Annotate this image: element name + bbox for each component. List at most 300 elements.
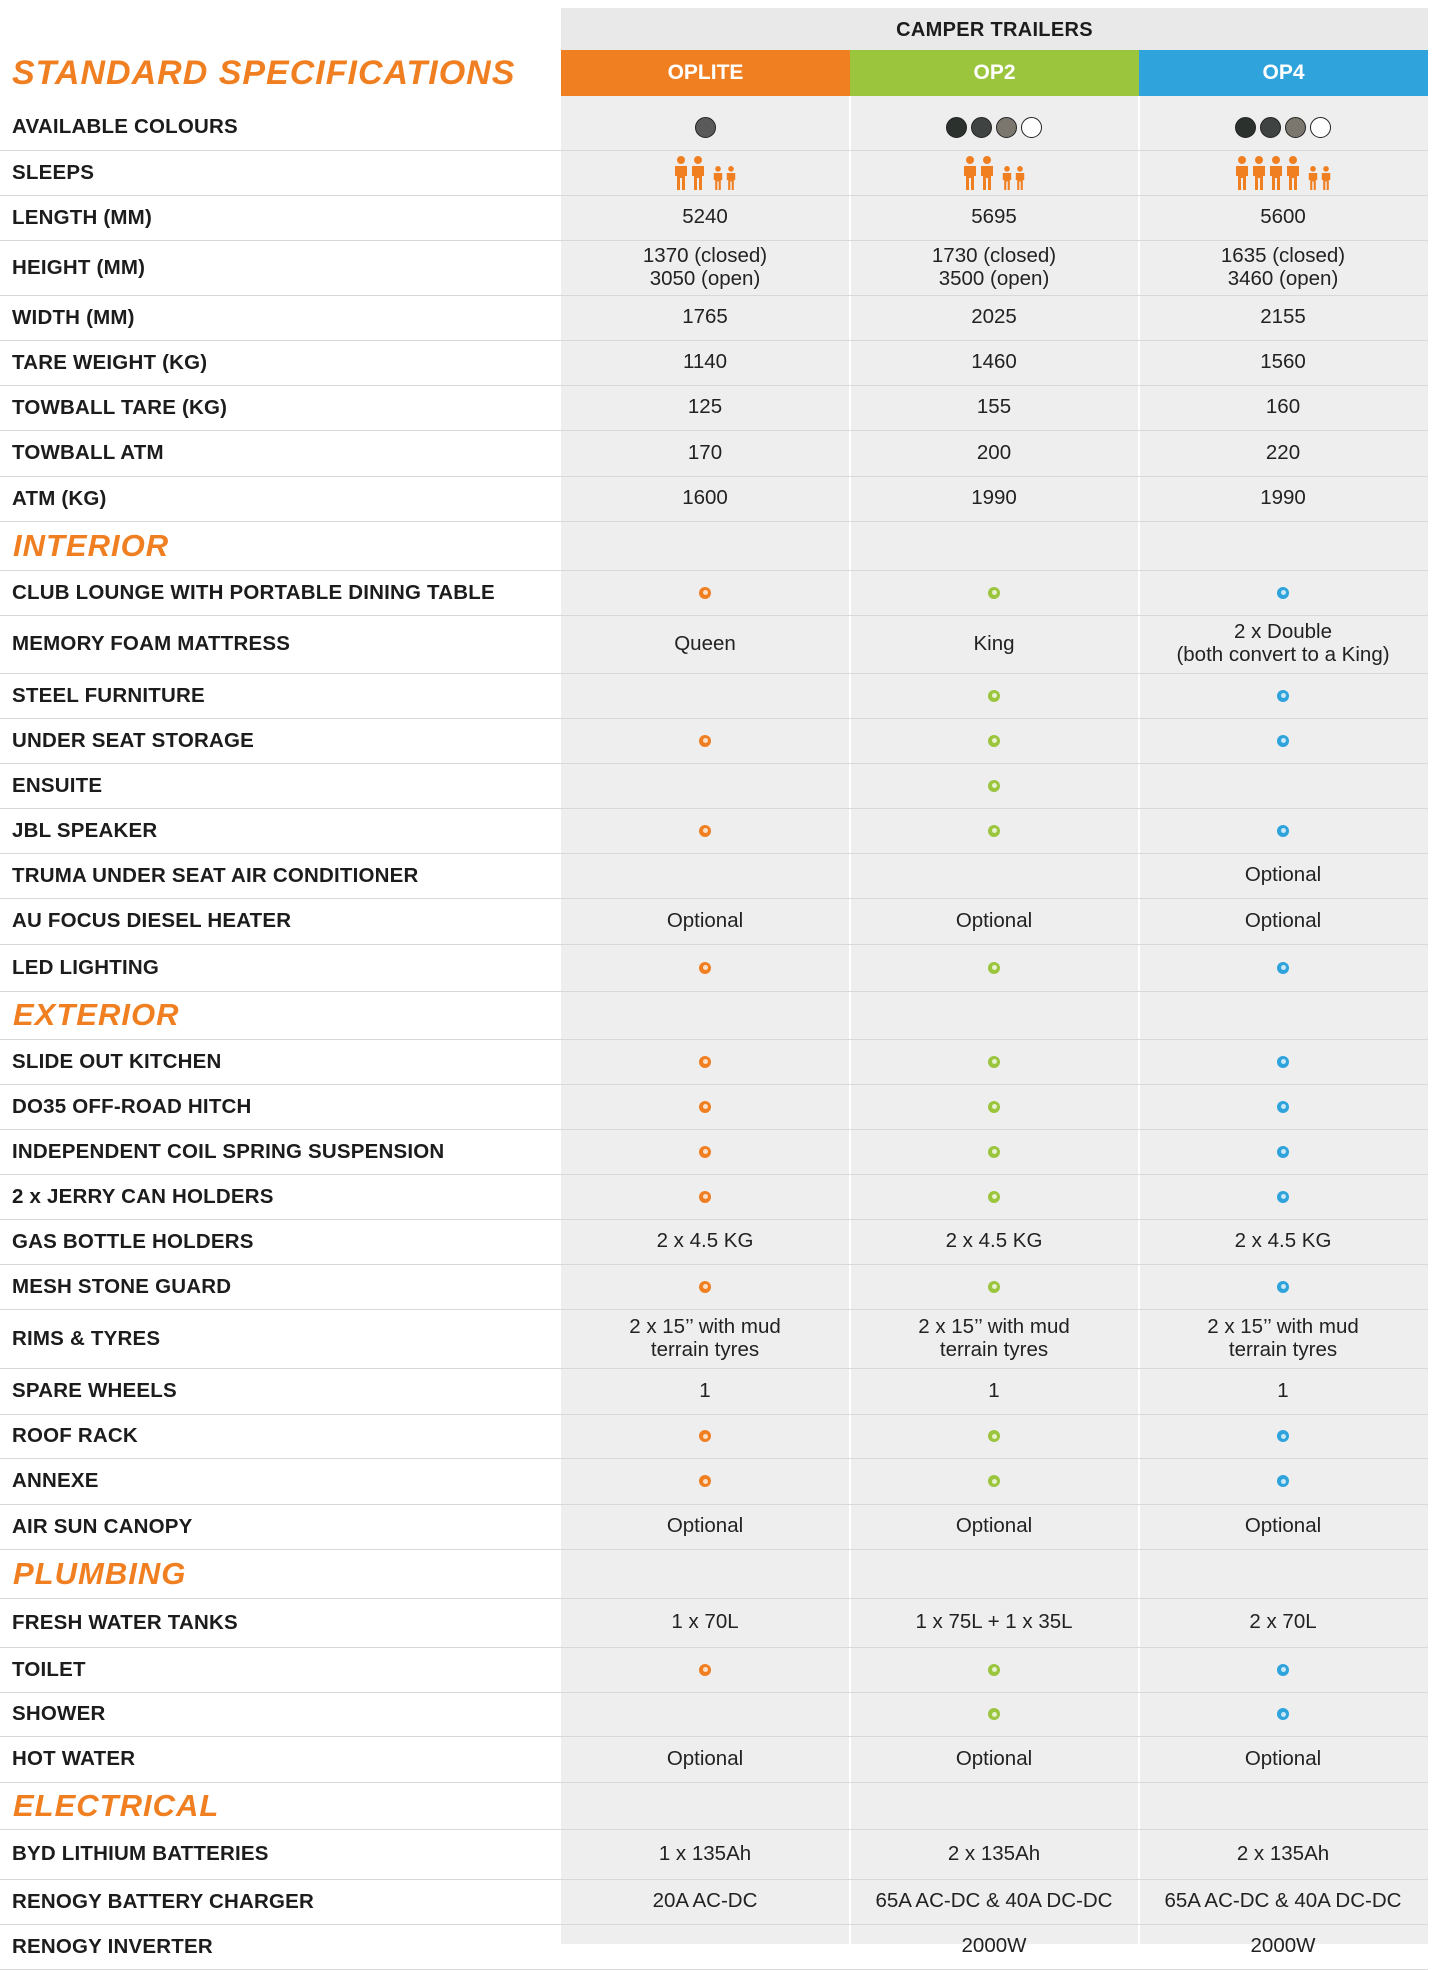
spec-label: SPARE WHEELS — [12, 1379, 177, 1402]
spec-cell-op4 — [1139, 1174, 1427, 1219]
spec-cell-oplite — [561, 1647, 849, 1692]
spec-row — [0, 476, 1428, 522]
spec-value: Optional — [1244, 1746, 1322, 1770]
included-dot-icon — [1277, 1056, 1289, 1068]
spec-value: King — [973, 631, 1015, 655]
spec-cell-op2 — [850, 1264, 1138, 1309]
spec-value: 2 x 15’’ with mud terrain tyres — [629, 1314, 781, 1361]
spec-cell-op4 — [1139, 808, 1427, 853]
colour-swatch — [1285, 117, 1306, 138]
spec-cell-op4 — [1139, 1368, 1427, 1414]
spec-cell-oplite — [561, 150, 849, 195]
spec-row — [0, 1829, 1428, 1880]
spec-value: 1990 — [1260, 486, 1306, 510]
colour-swatches — [1235, 117, 1331, 138]
included-dot-icon — [1277, 690, 1289, 702]
spec-cell-oplite — [561, 385, 849, 430]
spec-cell-oplite — [561, 808, 849, 853]
spec-value: 1635 (closed) 3460 (open) — [1220, 243, 1346, 290]
spec-value: 2 x 4.5 KG — [945, 1229, 1043, 1253]
included-dot-icon — [1277, 1191, 1289, 1203]
spec-value: 2 x Double (both convert to a King) — [1176, 620, 1390, 666]
adult-person-icon — [1268, 156, 1284, 190]
spec-cell-op2 — [850, 1736, 1138, 1782]
spec-value: 2 x 15’’ with mud terrain tyres — [1207, 1314, 1359, 1361]
colour-swatch — [946, 117, 967, 138]
spec-cell-op2 — [850, 340, 1138, 385]
adult-person-icon — [690, 156, 706, 190]
spec-value: 2 x 135Ah — [947, 1841, 1041, 1865]
spec-cell-oplite — [561, 1598, 849, 1647]
spec-row — [0, 150, 1428, 196]
spec-label: GAS BOTTLE HOLDERS — [12, 1229, 254, 1253]
spec-cell-op4 — [1139, 673, 1427, 718]
spec-cell-op4 — [1139, 944, 1427, 991]
spec-cell-op2 — [850, 1647, 1138, 1692]
section-header-row — [0, 1549, 1428, 1599]
sleeps-people-icons — [673, 156, 737, 190]
included-dot-icon — [1277, 1708, 1289, 1720]
spec-cell-op4 — [1139, 763, 1427, 808]
spec-cell-oplite — [561, 1458, 849, 1504]
included-dot-icon — [699, 1146, 711, 1158]
spec-label: ENSUITE — [12, 773, 103, 797]
product-name: OP4 — [1262, 61, 1305, 84]
included-dot-icon — [1277, 825, 1289, 837]
camper-trailers-header: CAMPER TRAILERS — [561, 8, 1428, 52]
spec-row — [0, 1264, 1428, 1310]
spec-cell-oplite — [561, 898, 849, 944]
spec-cell-op2 — [850, 718, 1138, 763]
spec-value: Optional — [955, 1746, 1033, 1770]
adult-person-icon — [1285, 156, 1301, 190]
spec-cell-op4 — [1139, 1129, 1427, 1174]
child-person-icon — [1320, 166, 1332, 190]
spec-cell-op4 — [1139, 385, 1427, 430]
included-dot-icon — [988, 1475, 1000, 1487]
colour-swatch — [1235, 117, 1256, 138]
spec-cell-oplite — [561, 1829, 849, 1879]
spec-cell-op2 — [850, 104, 1138, 150]
spec-value: 1560 — [1260, 350, 1306, 374]
spec-value: Queen — [674, 631, 736, 655]
spec-value: 2155 — [1260, 305, 1306, 329]
spec-label: RENOGY INVERTER — [12, 1934, 213, 1958]
spec-cell-op4 — [1139, 1039, 1427, 1084]
spec-cell-oplite — [561, 1414, 849, 1458]
spec-cell-op4 — [1139, 1692, 1427, 1736]
spec-label: SLIDE OUT KITCHEN — [12, 1049, 222, 1073]
spec-cell-op4 — [1139, 1829, 1427, 1879]
included-dot-icon — [1277, 1430, 1289, 1442]
spec-value: 1 — [699, 1378, 711, 1402]
spec-label: MESH STONE GUARD — [12, 1274, 232, 1298]
spec-label: BYD LITHIUM BATTERIES — [12, 1842, 269, 1865]
spec-value: 200 — [976, 440, 1012, 464]
spec-cell-op2 — [850, 1129, 1138, 1174]
spec-value: 1 x 75L + 1 x 35L — [915, 1610, 1073, 1634]
spec-value: 65A AC-DC & 40A DC-DC — [875, 1889, 1113, 1913]
spec-cell-op4 — [1139, 1458, 1427, 1504]
spec-row — [0, 195, 1428, 241]
colour-swatch — [996, 117, 1017, 138]
spec-value: 5600 — [1260, 205, 1306, 229]
spec-label: ROOF RACK — [12, 1424, 138, 1447]
included-dot-icon — [1277, 1281, 1289, 1293]
sleeps-people-icons — [1234, 156, 1332, 190]
spec-label: TRUMA UNDER SEAT AIR CONDITIONER — [12, 863, 419, 887]
spec-cell-op2 — [850, 944, 1138, 991]
child-person-icon — [1001, 166, 1013, 190]
spec-cell-op2 — [850, 195, 1138, 240]
spec-value: 1460 — [971, 350, 1017, 374]
spec-cell-oplite — [561, 295, 849, 340]
spec-row — [0, 340, 1428, 386]
spec-cell-op4 — [1139, 615, 1427, 673]
spec-cell-oplite — [561, 853, 849, 898]
spec-label: RENOGY BATTERY CHARGER — [12, 1889, 315, 1913]
spec-row — [0, 718, 1428, 764]
section-title: EXTERIOR — [13, 997, 180, 1032]
spec-cell-op2 — [850, 430, 1138, 476]
spec-cell-oplite — [561, 430, 849, 476]
included-dot-icon — [1277, 1101, 1289, 1113]
colour-swatches — [695, 117, 716, 138]
spec-label: STEEL FURNITURE — [12, 683, 205, 707]
spec-label: HEIGHT (MM) — [12, 255, 146, 279]
spec-row — [0, 1924, 1428, 1970]
spec-cell-op2 — [850, 898, 1138, 944]
spec-row — [0, 1368, 1428, 1415]
included-dot-icon — [699, 1191, 711, 1203]
spec-cell-op4 — [1139, 853, 1427, 898]
spec-label: HOT WATER — [12, 1747, 136, 1770]
spec-cell-oplite — [561, 1368, 849, 1414]
spec-value: 125 — [687, 395, 723, 419]
spec-value: Optional — [1244, 863, 1322, 887]
spec-label: ATM (KG) — [12, 486, 107, 510]
spec-value: 170 — [687, 440, 723, 464]
spec-value: 65A AC-DC & 40A DC-DC — [1164, 1889, 1402, 1913]
spec-cell-op2 — [850, 295, 1138, 340]
spec-cell-op4 — [1139, 430, 1427, 476]
spec-label: LENGTH (MM) — [12, 205, 152, 229]
spec-value: 1600 — [682, 486, 728, 510]
included-dot-icon — [988, 587, 1000, 599]
spec-cell-op2 — [850, 385, 1138, 430]
included-dot-icon — [699, 1101, 711, 1113]
spec-cell-oplite — [561, 944, 849, 991]
spec-row — [0, 1647, 1428, 1693]
spec-cell-op2 — [850, 1504, 1138, 1549]
spec-cell-oplite — [561, 195, 849, 240]
spec-cell-op4 — [1139, 1219, 1427, 1264]
spec-row — [0, 1129, 1428, 1175]
spec-label: SHOWER — [12, 1702, 106, 1725]
section-header-row — [0, 991, 1428, 1040]
included-dot-icon — [699, 1281, 711, 1293]
spec-cell-op4 — [1139, 898, 1427, 944]
spec-cell-op2 — [850, 1309, 1138, 1368]
section-header-row — [0, 521, 1428, 571]
included-dot-icon — [988, 962, 1000, 974]
child-person-icon — [712, 166, 724, 190]
adult-person-icon — [1234, 156, 1250, 190]
included-dot-icon — [988, 690, 1000, 702]
spec-cell-op2 — [850, 1879, 1138, 1924]
spec-row — [0, 1174, 1428, 1220]
spec-value: Optional — [666, 1746, 744, 1770]
spec-cell-op4 — [1139, 570, 1427, 615]
spec-row — [0, 1879, 1428, 1925]
child-person-icon — [725, 166, 737, 190]
spec-cell-oplite — [561, 673, 849, 718]
spec-value: 1765 — [682, 305, 728, 329]
spec-row — [0, 615, 1428, 674]
spec-label: RIMS & TYRES — [12, 1326, 161, 1350]
spec-cell-op4 — [1139, 1736, 1427, 1782]
section-title: INTERIOR — [13, 527, 170, 563]
spec-label: TOWBALL TARE (KG) — [12, 395, 228, 419]
spec-label: TARE WEIGHT (KG) — [12, 350, 208, 374]
included-dot-icon — [988, 825, 1000, 837]
spec-value: 1140 — [682, 350, 728, 374]
product-name: OP2 — [973, 61, 1016, 84]
spec-row — [0, 1504, 1428, 1550]
adult-person-icon — [962, 156, 978, 190]
spec-value: 155 — [976, 395, 1012, 419]
spec-row — [0, 673, 1428, 719]
included-dot-icon — [699, 1430, 711, 1442]
included-dot-icon — [699, 1664, 711, 1676]
colour-swatch — [971, 117, 992, 138]
spec-label: TOILET — [12, 1657, 86, 1681]
colour-swatch — [1260, 117, 1281, 138]
spec-value: 20A AC-DC — [652, 1889, 758, 1913]
spec-cell-oplite — [561, 340, 849, 385]
spec-cell-op2 — [850, 1219, 1138, 1264]
spec-value: 1730 (closed) 3500 (open) — [931, 243, 1057, 290]
spec-row — [0, 944, 1428, 992]
spec-value: 220 — [1265, 440, 1301, 464]
adult-person-icon — [673, 156, 689, 190]
spec-cell-op4 — [1139, 1879, 1427, 1924]
spec-cell-op4 — [1139, 340, 1427, 385]
spec-cell-op4 — [1139, 1414, 1427, 1458]
product-header-oplite — [561, 50, 850, 96]
spec-row — [0, 430, 1428, 477]
spec-row — [0, 240, 1428, 296]
spec-cell-op4 — [1139, 718, 1427, 763]
product-name: OPLITE — [667, 61, 744, 84]
spec-label: 2 x JERRY CAN HOLDERS — [12, 1184, 274, 1208]
spec-cell-oplite — [561, 1309, 849, 1368]
spec-cell-op2 — [850, 1598, 1138, 1647]
spec-value: 2 x 4.5 KG — [1234, 1229, 1332, 1253]
colour-swatch — [1310, 117, 1331, 138]
spec-cell-op4 — [1139, 476, 1427, 521]
spec-cell-oplite — [561, 1692, 849, 1736]
spec-cell-oplite — [561, 615, 849, 673]
spec-value: Optional — [1244, 1514, 1322, 1538]
included-dot-icon — [988, 1664, 1000, 1676]
spec-cell-op4 — [1139, 295, 1427, 340]
product-header-op4 — [1139, 50, 1428, 96]
spec-row — [0, 808, 1428, 854]
spec-row — [0, 104, 1428, 151]
colour-swatch — [1021, 117, 1042, 138]
spec-label: AIR SUN CANOPY — [12, 1514, 193, 1538]
included-dot-icon — [988, 735, 1000, 747]
spec-cell-op2 — [850, 808, 1138, 853]
spec-row — [0, 1039, 1428, 1085]
spec-row — [0, 1692, 1428, 1737]
included-dot-icon — [1277, 1475, 1289, 1487]
spec-value: 2 x 15’’ with mud terrain tyres — [918, 1314, 1070, 1361]
spec-cell-oplite — [561, 763, 849, 808]
spec-row — [0, 1414, 1428, 1459]
included-dot-icon — [1277, 587, 1289, 599]
spec-value: 5240 — [682, 205, 728, 229]
spec-cell-op4 — [1139, 195, 1427, 240]
spec-value: 1 — [988, 1378, 1000, 1402]
spec-value: 160 — [1265, 395, 1301, 419]
spec-cell-op2 — [850, 1924, 1138, 1969]
included-dot-icon — [988, 1056, 1000, 1068]
spec-cell-oplite — [561, 1084, 849, 1129]
spec-cell-op2 — [850, 1368, 1138, 1414]
product-header-op2 — [850, 50, 1139, 96]
spec-label: CLUB LOUNGE WITH PORTABLE DINING TABLE — [12, 580, 495, 604]
spec-cell-op4 — [1139, 1598, 1427, 1647]
spec-cell-oplite — [561, 1736, 849, 1782]
spec-cell-op4 — [1139, 1084, 1427, 1129]
section-header-row — [0, 1782, 1428, 1830]
spec-value: 5695 — [971, 205, 1017, 229]
included-dot-icon — [1277, 735, 1289, 747]
spec-row — [0, 1084, 1428, 1130]
spec-label: INDEPENDENT COIL SPRING SUSPENSION — [12, 1139, 445, 1163]
spec-value: 1 x 70L — [671, 1610, 739, 1634]
section-title: PLUMBING — [13, 1555, 187, 1591]
spec-value: 2 x 70L — [1249, 1610, 1317, 1634]
spec-row — [0, 570, 1428, 616]
spec-cell-op2 — [850, 1084, 1138, 1129]
spec-cell-op2 — [850, 615, 1138, 673]
adult-person-icon — [979, 156, 995, 190]
spec-label: TOWBALL ATM — [12, 441, 164, 464]
spec-label: UNDER SEAT STORAGE — [12, 728, 255, 752]
spec-cell-op4 — [1139, 1309, 1427, 1368]
spec-cell-op2 — [850, 1458, 1138, 1504]
spec-label: AVAILABLE COLOURS — [12, 115, 238, 138]
sleeps-people-icons — [962, 156, 1026, 190]
spec-label: AU FOCUS DIESEL HEATER — [12, 909, 292, 932]
spec-cell-op4 — [1139, 150, 1427, 195]
adult-person-icon — [1251, 156, 1267, 190]
included-dot-icon — [988, 1191, 1000, 1203]
spec-cell-op2 — [850, 1174, 1138, 1219]
spec-label: LED LIGHTING — [12, 955, 160, 979]
spec-value: Optional — [666, 908, 744, 932]
spec-label: FRESH WATER TANKS — [12, 1610, 238, 1634]
spec-value: Optional — [1244, 908, 1322, 932]
spec-cell-oplite — [561, 476, 849, 521]
spec-row — [0, 1309, 1428, 1369]
spec-label: MEMORY FOAM MATTRESS — [12, 632, 291, 655]
spec-cell-op4 — [1139, 1924, 1427, 1969]
spec-cell-op2 — [850, 673, 1138, 718]
spec-row — [0, 763, 1428, 809]
included-dot-icon — [699, 587, 711, 599]
spec-cell-op2 — [850, 150, 1138, 195]
included-dot-icon — [988, 1430, 1000, 1442]
spec-cell-oplite — [561, 240, 849, 295]
included-dot-icon — [699, 1475, 711, 1487]
section-title: ELECTRICAL — [13, 1787, 220, 1823]
spec-label: ANNEXE — [12, 1469, 99, 1492]
spec-cell-op2 — [850, 570, 1138, 615]
spec-row — [0, 295, 1428, 341]
spec-label: WIDTH (MM) — [12, 305, 135, 329]
spec-row — [0, 1736, 1428, 1783]
included-dot-icon — [1277, 962, 1289, 974]
spec-cell-oplite — [561, 1879, 849, 1924]
spec-row — [0, 385, 1428, 431]
spec-cell-op2 — [850, 240, 1138, 295]
spec-row — [0, 1598, 1428, 1648]
included-dot-icon — [699, 1056, 711, 1068]
spec-cell-oplite — [561, 1174, 849, 1219]
colour-swatches — [946, 117, 1042, 138]
spec-cell-oplite — [561, 1504, 849, 1549]
spec-value: 1990 — [971, 486, 1017, 510]
included-dot-icon — [988, 1146, 1000, 1158]
spec-row — [0, 1219, 1428, 1265]
spec-value: 2000W — [961, 1934, 1027, 1958]
spec-row — [0, 1458, 1428, 1505]
spec-row — [0, 853, 1428, 899]
spec-cell-op2 — [850, 1414, 1138, 1458]
child-person-icon — [1307, 166, 1319, 190]
spec-value: Optional — [955, 908, 1033, 932]
spec-label: DO35 OFF-ROAD HITCH — [12, 1094, 252, 1118]
included-dot-icon — [988, 1101, 1000, 1113]
spec-value: 2 x 4.5 KG — [656, 1229, 754, 1253]
spec-value: Optional — [666, 1514, 744, 1538]
spec-label: SLEEPS — [12, 160, 95, 184]
included-dot-icon — [699, 735, 711, 747]
spec-cell-op2 — [850, 1692, 1138, 1736]
included-dot-icon — [1277, 1664, 1289, 1676]
spec-value: Optional — [955, 1514, 1033, 1538]
spec-cell-op2 — [850, 1039, 1138, 1084]
spec-cell-op2 — [850, 1829, 1138, 1879]
spec-cell-op4 — [1139, 1647, 1427, 1692]
spec-cell-op2 — [850, 476, 1138, 521]
spec-cell-op4 — [1139, 104, 1427, 150]
spec-value: 2025 — [971, 305, 1017, 329]
spec-label: JBL SPEAKER — [12, 818, 158, 842]
spec-value: 1 x 135Ah — [658, 1841, 752, 1865]
spec-cell-oplite — [561, 1924, 849, 1969]
spec-cell-oplite — [561, 104, 849, 150]
spec-row — [0, 898, 1428, 945]
spec-cell-oplite — [561, 1219, 849, 1264]
spec-cell-op4 — [1139, 240, 1427, 295]
included-dot-icon — [1277, 1146, 1289, 1158]
included-dot-icon — [699, 825, 711, 837]
